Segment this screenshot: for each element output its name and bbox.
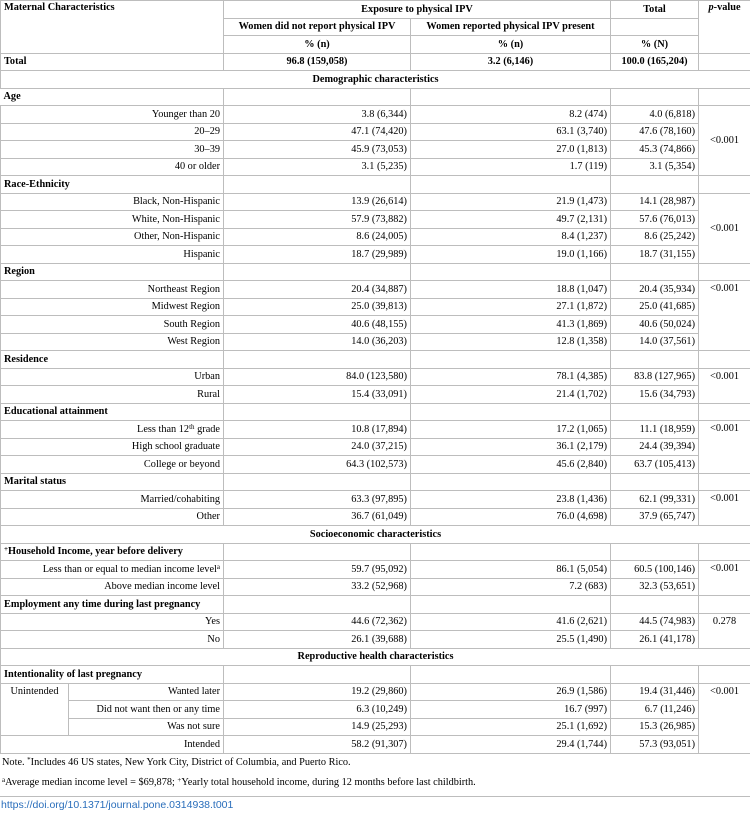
group-title-marital: Marital status <box>1 473 750 491</box>
table-row: No 26.1 (39,688) 25.5 (1,490) 26.1 (41,178) <box>1 631 750 649</box>
pvalue-age: <0.001 <box>699 106 750 176</box>
col-header-pvalue: p-value <box>699 1 750 54</box>
table-row: Midwest Region 25.0 (39,813) 27.1 (1,872) 25.0 (41,685) <box>1 298 750 316</box>
group-unintended: Unintended <box>1 683 69 736</box>
table-row: West Region 14.0 (36,203) 12.8 (1,358) 14.0 (37,561) <box>1 333 750 351</box>
table-row: College or beyond 64.3 (102,573) 45.6 (2,840) 63.7 (105,413) <box>1 456 750 474</box>
table-row: Married/cohabiting 63.3 (97,895) 23.8 (1,436) 62.1 (99,331) <0.001 <box>1 491 750 509</box>
total-ipv: 3.2 (6,146) <box>411 53 611 71</box>
table-row: Rural 15.4 (33,091) 21.4 (1,702) 15.6 (34,793) <box>1 386 750 404</box>
table-row: Less than or equal to median income level$^a$ 59.7 (95,092) 86.1 (5,054) 60.5 (100,146) <0.001 <box>1 561 750 579</box>
header-row-1 <box>1 1 750 19</box>
table-row: Above median income level 33.2 (52,968) 7.2 (683) 32.3 (53,651) <box>1 578 750 596</box>
table-row: South Region 40.6 (48,155) 41.3 (1,869) 40.6 (50,024) <box>1 316 750 334</box>
col-header-total-blank <box>611 18 699 36</box>
table-row: Other, Non-Hispanic 8.6 (24,005) 8.4 (1,237) 8.6 (25,242) <box>1 228 750 246</box>
table-row: Was not sure 14.9 (25,293) 25.1 (1,692) 15.3 (26,985) <box>1 718 750 736</box>
table-row: Black, Non-Hispanic 13.9 (26,614) 21.9 (1,473) 14.1 (28,987) <0.001 <box>1 193 750 211</box>
table-row: Younger than 20 3.8 (6,344) 8.2 (474) 4.0 (6,818) <0.001 <box>1 106 750 124</box>
total-no-ipv: 96.8 (159,058) <box>224 53 411 71</box>
group-title-employment: Employment any time during last pregnancy <box>1 596 750 614</box>
table-row: Less than 12th grade 10.8 (17,894) 17.2 (1,065) 11.1 (18,959) <0.001 <box>1 421 750 439</box>
table-row: Urban 84.0 (123,580) 78.1 (4,385) 83.8 (127,965) <0.001 <box>1 368 750 386</box>
total-total: 100.0 (165,204) <box>611 53 699 71</box>
group-title-region: Region <box>1 263 750 281</box>
pvalue-race: <0.001 <box>699 193 750 263</box>
section-reproductive: Reproductive health characteristics <box>1 648 750 666</box>
col-header-total: Total <box>611 1 699 19</box>
doi-link[interactable]: https://doi.org/10.1371/journal.pone.0314938.t001 <box>1 799 234 811</box>
section-socioeconomic: Socioeconomic characteristics <box>1 526 750 544</box>
section-demographic: Demographic characteristics <box>1 71 750 89</box>
unit-total: % (N) <box>611 36 699 54</box>
table-row: Yes 44.6 (72,362) 41.6 (2,621) 44.5 (74,983) 0.278 <box>1 613 750 631</box>
col-header-ipv: Women reported physical IPV present <box>411 18 611 36</box>
table-row: Northeast Region 20.4 (34,887) 18.8 (1,047) 20.4 (35,934) <0.001 <box>1 281 750 299</box>
table-row: 30–39 45.9 (73,053) 27.0 (1,813) 45.3 (74,866) <box>1 141 750 159</box>
group-title-income: +Household Income, year before delivery <box>1 543 750 561</box>
col-header-maternal: Maternal Characteristics <box>1 1 224 54</box>
note-2: $^a$Average median income level = $69,878; +Yearly total household income, during 12 months before last childbirth. <box>2 776 476 788</box>
table-row: White, Non-Hispanic 57.9 (73,882) 49.7 (2,131) 57.6 (76,013) <box>1 211 750 229</box>
group-title-intentionality: Intentionality of last pregnancy <box>1 666 750 684</box>
table-row: Unintended Wanted later 19.2 (29,860) 26.9 (1,586) 19.4 (31,446) <0.001 <box>1 683 750 701</box>
table-row: 20–29 47.1 (74,420) 63.1 (3,740) 47.6 (78,160) <box>1 123 750 141</box>
group-title-race: Race-Ethnicity <box>1 176 750 194</box>
pvalue-education: <0.001 <box>699 421 750 474</box>
pvalue-intentionality: <0.001 <box>699 683 750 753</box>
table-row: 40 or older 3.1 (5,235) 1.7 (119) 3.1 (5,354) <box>1 158 750 176</box>
total-label: Total <box>1 53 224 71</box>
unit-ipv: % (n) <box>411 36 611 54</box>
col-header-no-ipv: Women did not report physical IPV <box>224 18 411 36</box>
table-row: Other 36.7 (61,049) 76.0 (4,698) 37.9 (65,747) <box>1 508 750 526</box>
table-row: High school graduate 24.0 (37,215) 36.1 (2,179) 24.4 (39,394) <box>1 438 750 456</box>
pvalue-employment: 0.278 <box>699 613 750 648</box>
pvalue-marital: <0.001 <box>699 491 750 526</box>
pvalue-income: <0.001 <box>699 561 750 596</box>
table-row: Did not want then or any time 6.3 (10,249) 16.7 (997) 6.7 (11,246) <box>1 701 750 719</box>
unit-no-ipv: % (n) <box>224 36 411 54</box>
total-row <box>1 53 750 71</box>
col-header-exposure: Exposure to physical IPV <box>224 1 611 19</box>
note-1: Note. *Includes 46 US states, New York City, District of Columbia, and Puerto Rico. <box>2 756 351 768</box>
pvalue-residence: <0.001 <box>699 368 750 403</box>
group-title-residence: Residence <box>1 351 750 369</box>
group-title-education: Educational attainment <box>1 403 750 421</box>
table-row: Hispanic 18.7 (29,989) 19.0 (1,166) 18.7 (31,155) <box>1 246 750 264</box>
group-title-age: Age <box>1 88 750 106</box>
table-row: Intended 58.2 (91,307) 29.4 (1,744) 57.3 (93,051) <box>1 736 750 754</box>
table-notes <box>0 753 750 793</box>
pvalue-region: <0.001 <box>699 281 750 351</box>
